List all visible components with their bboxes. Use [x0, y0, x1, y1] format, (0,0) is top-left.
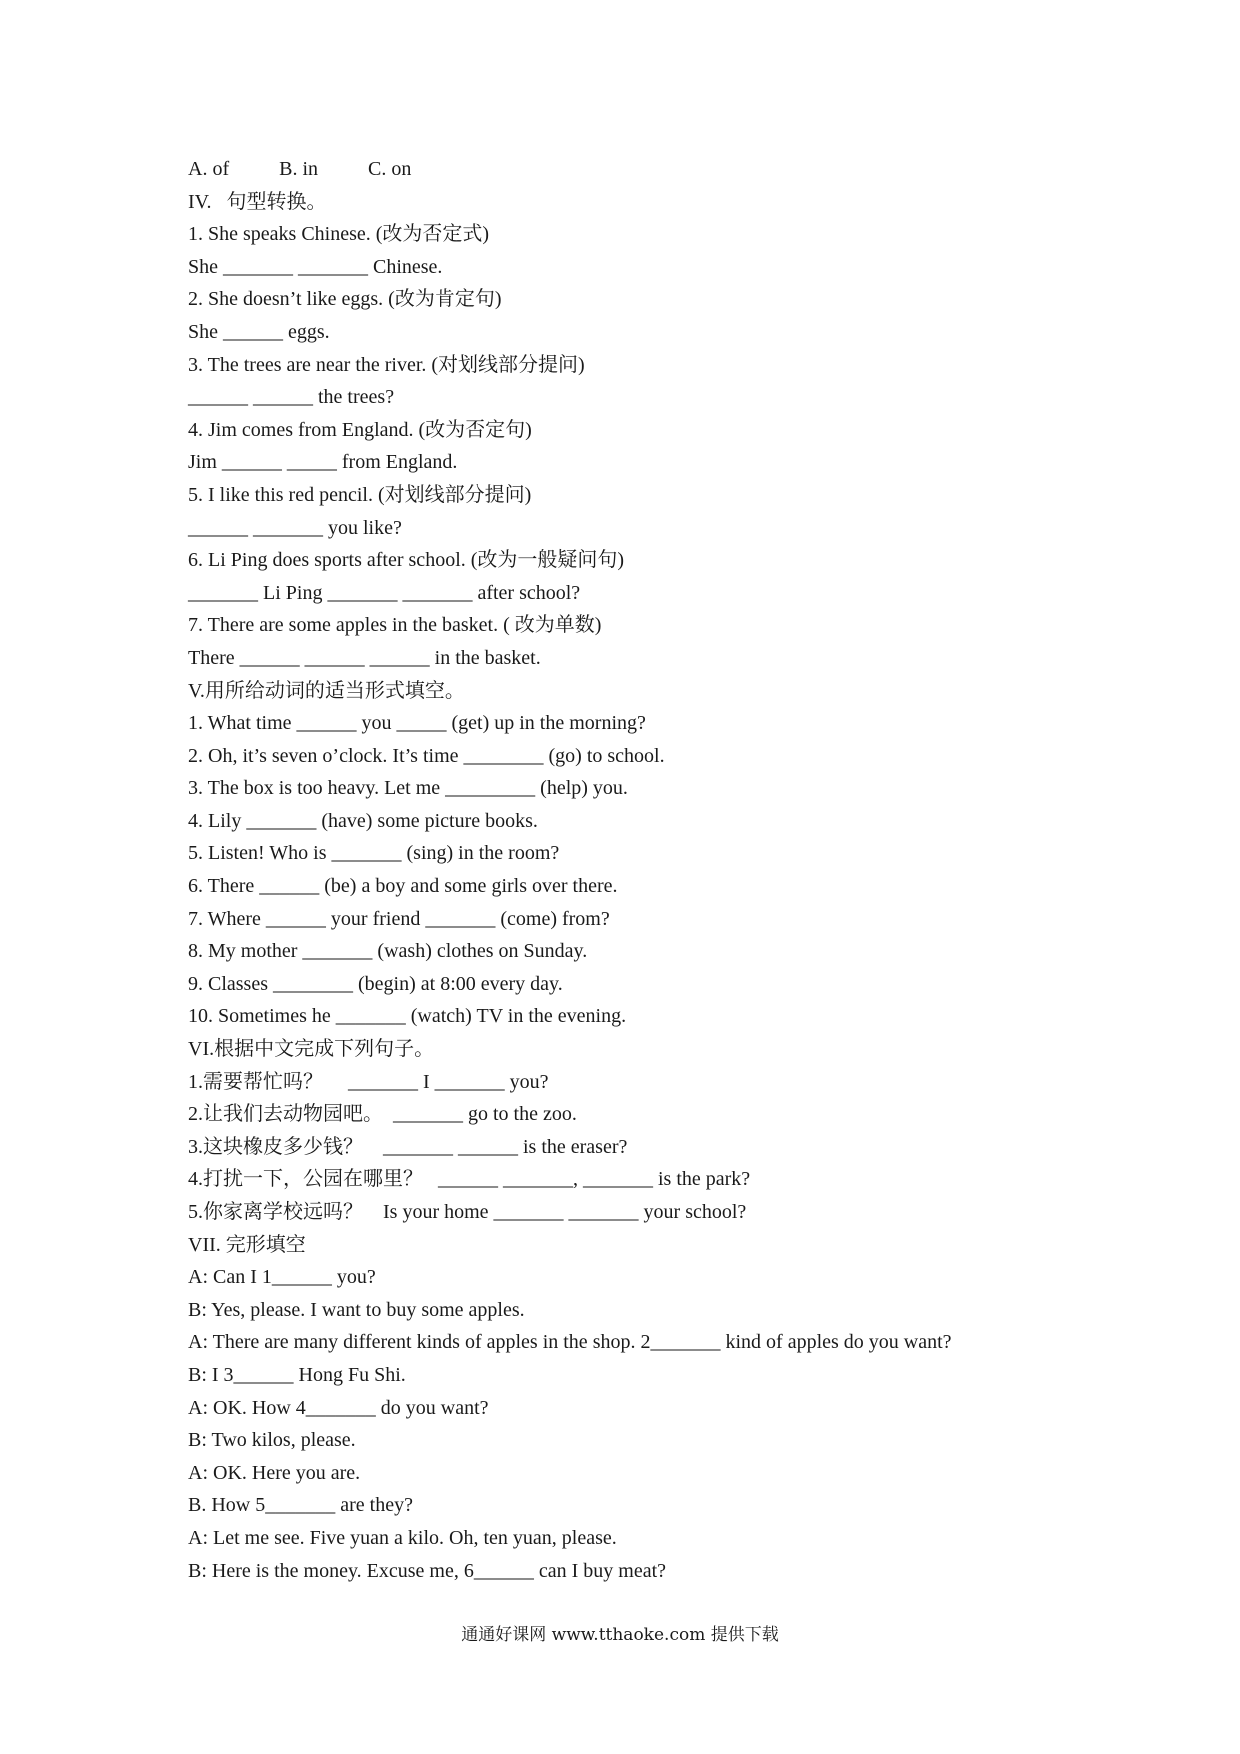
page-footer: 通通好课网 www.tthaoke.com 提供下载	[461, 1625, 779, 1645]
text-line: Jim ______ _____ from England.	[188, 451, 458, 474]
text-line: 1. She speaks Chinese. (改为否定式)	[188, 223, 490, 246]
text-line: ______ ______ the trees?	[188, 386, 395, 409]
text-line: 3.这块橡皮多少钱？ _______ ______ is the eraser?	[188, 1135, 628, 1158]
text-line: She ______ eggs.	[188, 320, 330, 343]
text-line: B. How 5_______ are they?	[188, 1494, 413, 1517]
text-line: VI.根据中文完成下列句子。	[188, 1038, 435, 1061]
text-line: 2. Oh, it’s seven o’clock. It’s time ________ (go) to school.	[188, 744, 665, 767]
text-line: A: OK. Here you are.	[188, 1461, 361, 1484]
text-line: A: Let me see. Five yuan a kilo. Oh, ten yuan, please.	[188, 1526, 617, 1549]
text-line: She _______ _______ Chinese.	[188, 255, 443, 278]
text-line: 7. Where ______ your friend _______ (come) from?	[188, 907, 610, 930]
text-line: 4. Jim comes from England. (改为否定句)	[188, 418, 532, 441]
text-line: A: Can I 1______ you?	[188, 1266, 376, 1289]
text-line: IV. 句型转换。	[188, 190, 327, 213]
text-line: 2.让我们去动物园吧。 _______ go to the zoo.	[188, 1103, 577, 1126]
text-line: A: OK. How 4_______ do you want?	[188, 1396, 489, 1419]
text-line: 1.需要帮忙吗？ _______ I _______ you?	[188, 1070, 549, 1093]
text-line: V.用所给动词的适当形式填空。	[188, 679, 465, 702]
text-line: VII. 完形填空	[188, 1233, 306, 1256]
text-line: There ______ ______ ______ in the basket.	[188, 646, 541, 669]
worksheet-body	[188, 153, 1148, 1587]
text-line: 5. Listen! Who is _______ (sing) in the room?	[188, 842, 560, 865]
text-line: _______ Li Ping _______ _______ after school?	[188, 581, 581, 604]
text-line: 3. The box is too heavy. Let me _________ (help) you.	[188, 777, 628, 800]
text-line: B: Here is the money. Excuse me, 6______ can I buy meat?	[188, 1559, 667, 1582]
text-line: ______ _______ you like?	[188, 516, 402, 539]
text-line: A: There are many different kinds of apples in the shop. 2_______ kind of apples do you want?	[188, 1331, 952, 1354]
text-line: A. of B. in C. on	[188, 158, 412, 180]
text-line: 4. Lily _______ (have) some picture books.	[188, 809, 538, 832]
text-line: 5.你家离学校远吗？ Is your home _______ _______ your school?	[188, 1201, 747, 1223]
text-line: 4.打扰一下，公园在哪里？ ______ _______, _______ is the park?	[188, 1168, 751, 1191]
text-line: 8. My mother _______ (wash) clothes on Sunday.	[188, 940, 588, 963]
text-line: 7. There are some apples in the basket. ( 改为单数)	[188, 614, 602, 637]
text-line: 6. There ______ (be) a boy and some girls over there.	[188, 875, 618, 898]
text-line: 10. Sometimes he _______ (watch) TV in the evening.	[188, 1005, 627, 1028]
text-line: 1. What time ______ you _____ (get) up in the morning?	[188, 712, 646, 735]
text-line: B: I 3______ Hong Fu Shi.	[188, 1363, 406, 1386]
text-line: B: Yes, please. I want to buy some apples.	[188, 1298, 525, 1321]
text-line: 5. I like this red pencil. (对划线部分提问)	[188, 483, 532, 506]
text-line: B: Two kilos, please.	[188, 1429, 356, 1452]
text-line: 6. Li Ping does sports after school. (改为一般疑问句)	[188, 549, 625, 572]
text-line: 9. Classes ________ (begin) at 8:00 every day.	[188, 972, 563, 995]
text-line: 3. The trees are near the river. (对划线部分提问)	[188, 353, 585, 376]
text-line: 2. She doesn’t like eggs. (改为肯定句)	[188, 288, 502, 311]
